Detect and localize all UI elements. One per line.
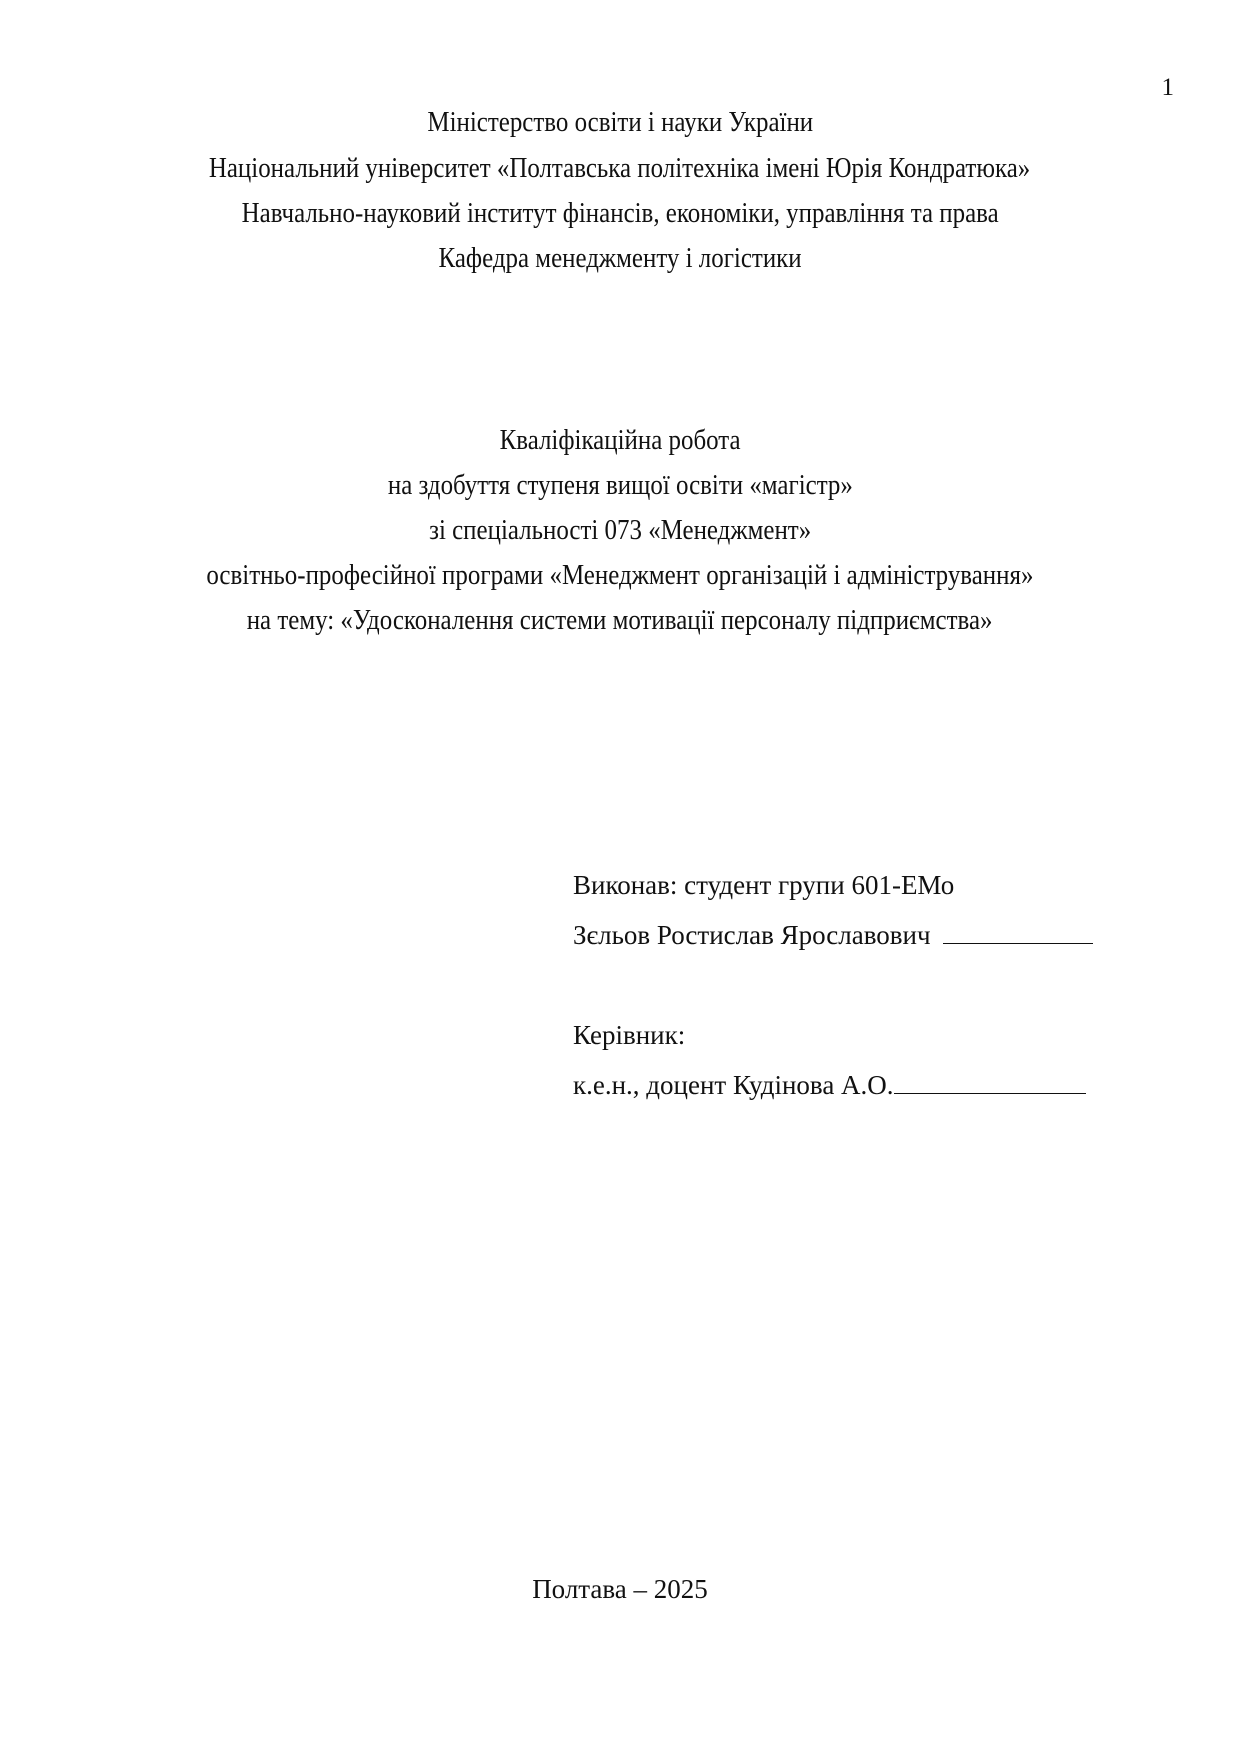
work-type-line <box>0 424 1240 457</box>
university-line <box>0 152 1240 185</box>
department-text: Кафедра менеджменту і логістики <box>438 242 802 274</box>
city-year: Полтава – 2025 <box>532 1574 708 1604</box>
ministry-text: Міністерство освіти і науки України <box>427 106 813 138</box>
topic-text: на тему: «Удосконалення системи мотивації персоналу підприємства» <box>247 604 993 636</box>
university-text: Національний університет «Полтавська політехніка імені Юрія Кондратюка» <box>209 152 1031 184</box>
supervisor-signature-line <box>573 1070 1086 1101</box>
supervisor-name: к.е.н., доцент Кудінова А.О. <box>573 1070 894 1100</box>
program-text: освітньо-професійної програми «Менеджмент організацій і адміністрування» <box>206 559 1034 591</box>
page-number: 1 <box>1161 74 1174 101</box>
performer-signature-line <box>573 920 1093 951</box>
performer-signature-blank <box>943 921 1093 944</box>
performer-label: Виконав: студент групи 601-ЕМо <box>573 870 955 900</box>
specialty-line <box>0 514 1240 547</box>
institute-text: Навчально-науковий інститут фінансів, економіки, управління та права <box>241 197 999 229</box>
supervisor-label: Керівник: <box>573 1020 686 1050</box>
topic-line <box>0 604 1240 637</box>
performer-name: Зєльов Ростислав Ярославович <box>573 920 931 950</box>
work-type-text: Кваліфікаційна робота <box>499 424 741 456</box>
degree-line <box>0 469 1240 502</box>
program-line <box>0 559 1240 592</box>
institute-line <box>0 197 1240 230</box>
department-line <box>0 242 1240 275</box>
ministry-line <box>0 106 1240 139</box>
supervisor-signature-blank <box>894 1071 1086 1094</box>
specialty-text: зі спеціальності 073 «Менеджмент» <box>428 514 812 546</box>
degree-text: на здобуття ступеня вищої освіти «магістр» <box>387 469 853 501</box>
